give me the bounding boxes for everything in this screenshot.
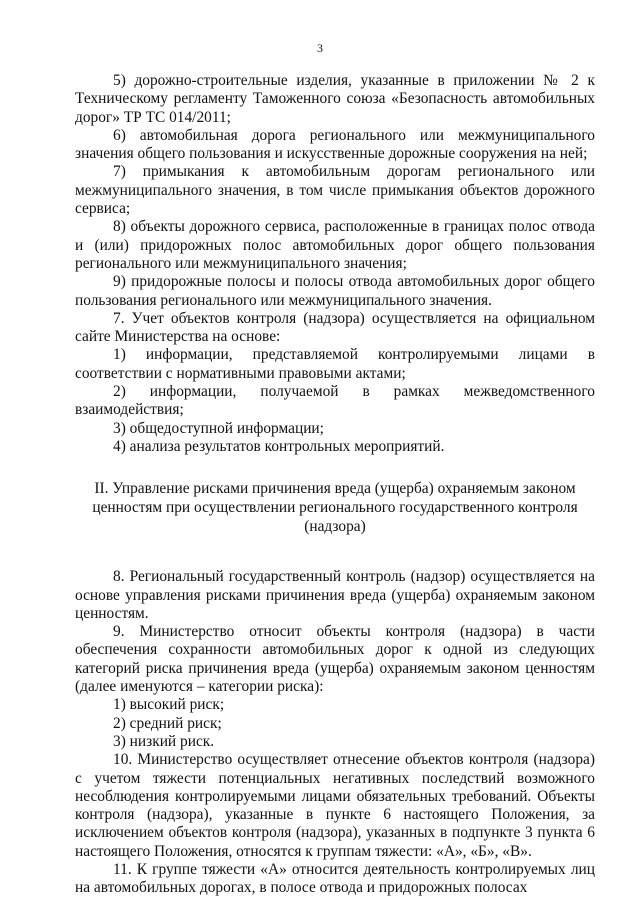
paragraph-7-item-3: 3) общедоступной информации; (113, 419, 324, 437)
list-item-7: 7) примыкания к автомобильным дорогам регионального или межмуниципального значения, в том числе примыкания объектов дорожного сервиса; (75, 163, 595, 218)
paragraph-8: 8. Региональный государственный контроль (надзор) осуществляется на основе управления рисками причинения вреда (ущерба) охраняемым законом ценностям. (75, 568, 595, 622)
paragraph-7-item-2: 2) информации, получаемой в рамках межведомственного взаимодействия; (75, 383, 595, 419)
document-body (75, 72, 595, 898)
paragraph-7-item-4: 4) анализа результатов контрольных мероприятий. (113, 437, 445, 455)
paragraph-10: 10. Министерство осуществляет отнесение объектов контроля (надзора) с учетом тяжести потенциальных негативных последствий возможного несоблюдения контролируемыми лицами обязательных требований. Объекты контроля (надзора), указанные в пункте 6 настоящего Положения, за исключением объектов контроля (надзора), указанных в подпункте 3 пункта 6 настоящего Положения, относятся к группам тяжести: «А», «Б», «В». (75, 751, 595, 860)
section-heading-line: II. Управление рисками причинения вреда (ущерба) охраняемым законом (94, 480, 576, 498)
list-item-9: 9) придорожные полосы и полосы отвода автомобильных дорог общего пользования регионального или межмуниципального значения. (75, 273, 595, 309)
paragraph-7-item-1: 1) информации, представляемой контролируемыми лицами в соответствии с нормативными правовыми актами; (75, 346, 595, 382)
risk-category-low: 3) низкий риск. (113, 732, 215, 750)
list-item-6: 6) автомобильная дорога регионального или межмуниципального значения общего пользования и искусственные дорожные сооружения на ней; (75, 126, 595, 163)
section-heading-line: ценностям при осуществлении регионального государственного контроля (92, 499, 578, 517)
paragraph-11: 11. К группе тяжести «А» относится деятельность контролируемых лиц на автомобильных дорогах, в полосе отвода и придорожных полосах (75, 860, 595, 897)
paragraph-9: 9. Министерство относит объекты контроля (надзора) в части обеспечения сохранности автомобильных дорог к одной из следующих категорий риска причинения вреда (ущерба) охраняемым законом ценностям (далее именуются – категории риска): (75, 623, 595, 696)
section-heading-line: (надзора) (304, 518, 366, 536)
paragraph-7: 7. Учет объектов контроля (надзора) осуществляется на официальном сайте Министерства на основе: (75, 309, 595, 346)
risk-category-medium: 2) средний риск; (113, 714, 222, 732)
section-heading (75, 479, 595, 536)
list-item-8: 8) объекты дорожного сервиса, расположенные в границах полос отвода и (или) придорожных полос автомобильных дорог общего пользования регионального или межмуниципального значения; (75, 218, 595, 272)
list-item-5: 5) дорожно-строительные изделия, указанные в приложении № 2 к Техническому регламенту Таможенного союза «Безопасность автомобильных дорог» ТР ТС 014/2011; (75, 72, 595, 126)
page-number: 3 (317, 41, 323, 55)
risk-category-high: 1) высокий риск; (113, 696, 225, 714)
